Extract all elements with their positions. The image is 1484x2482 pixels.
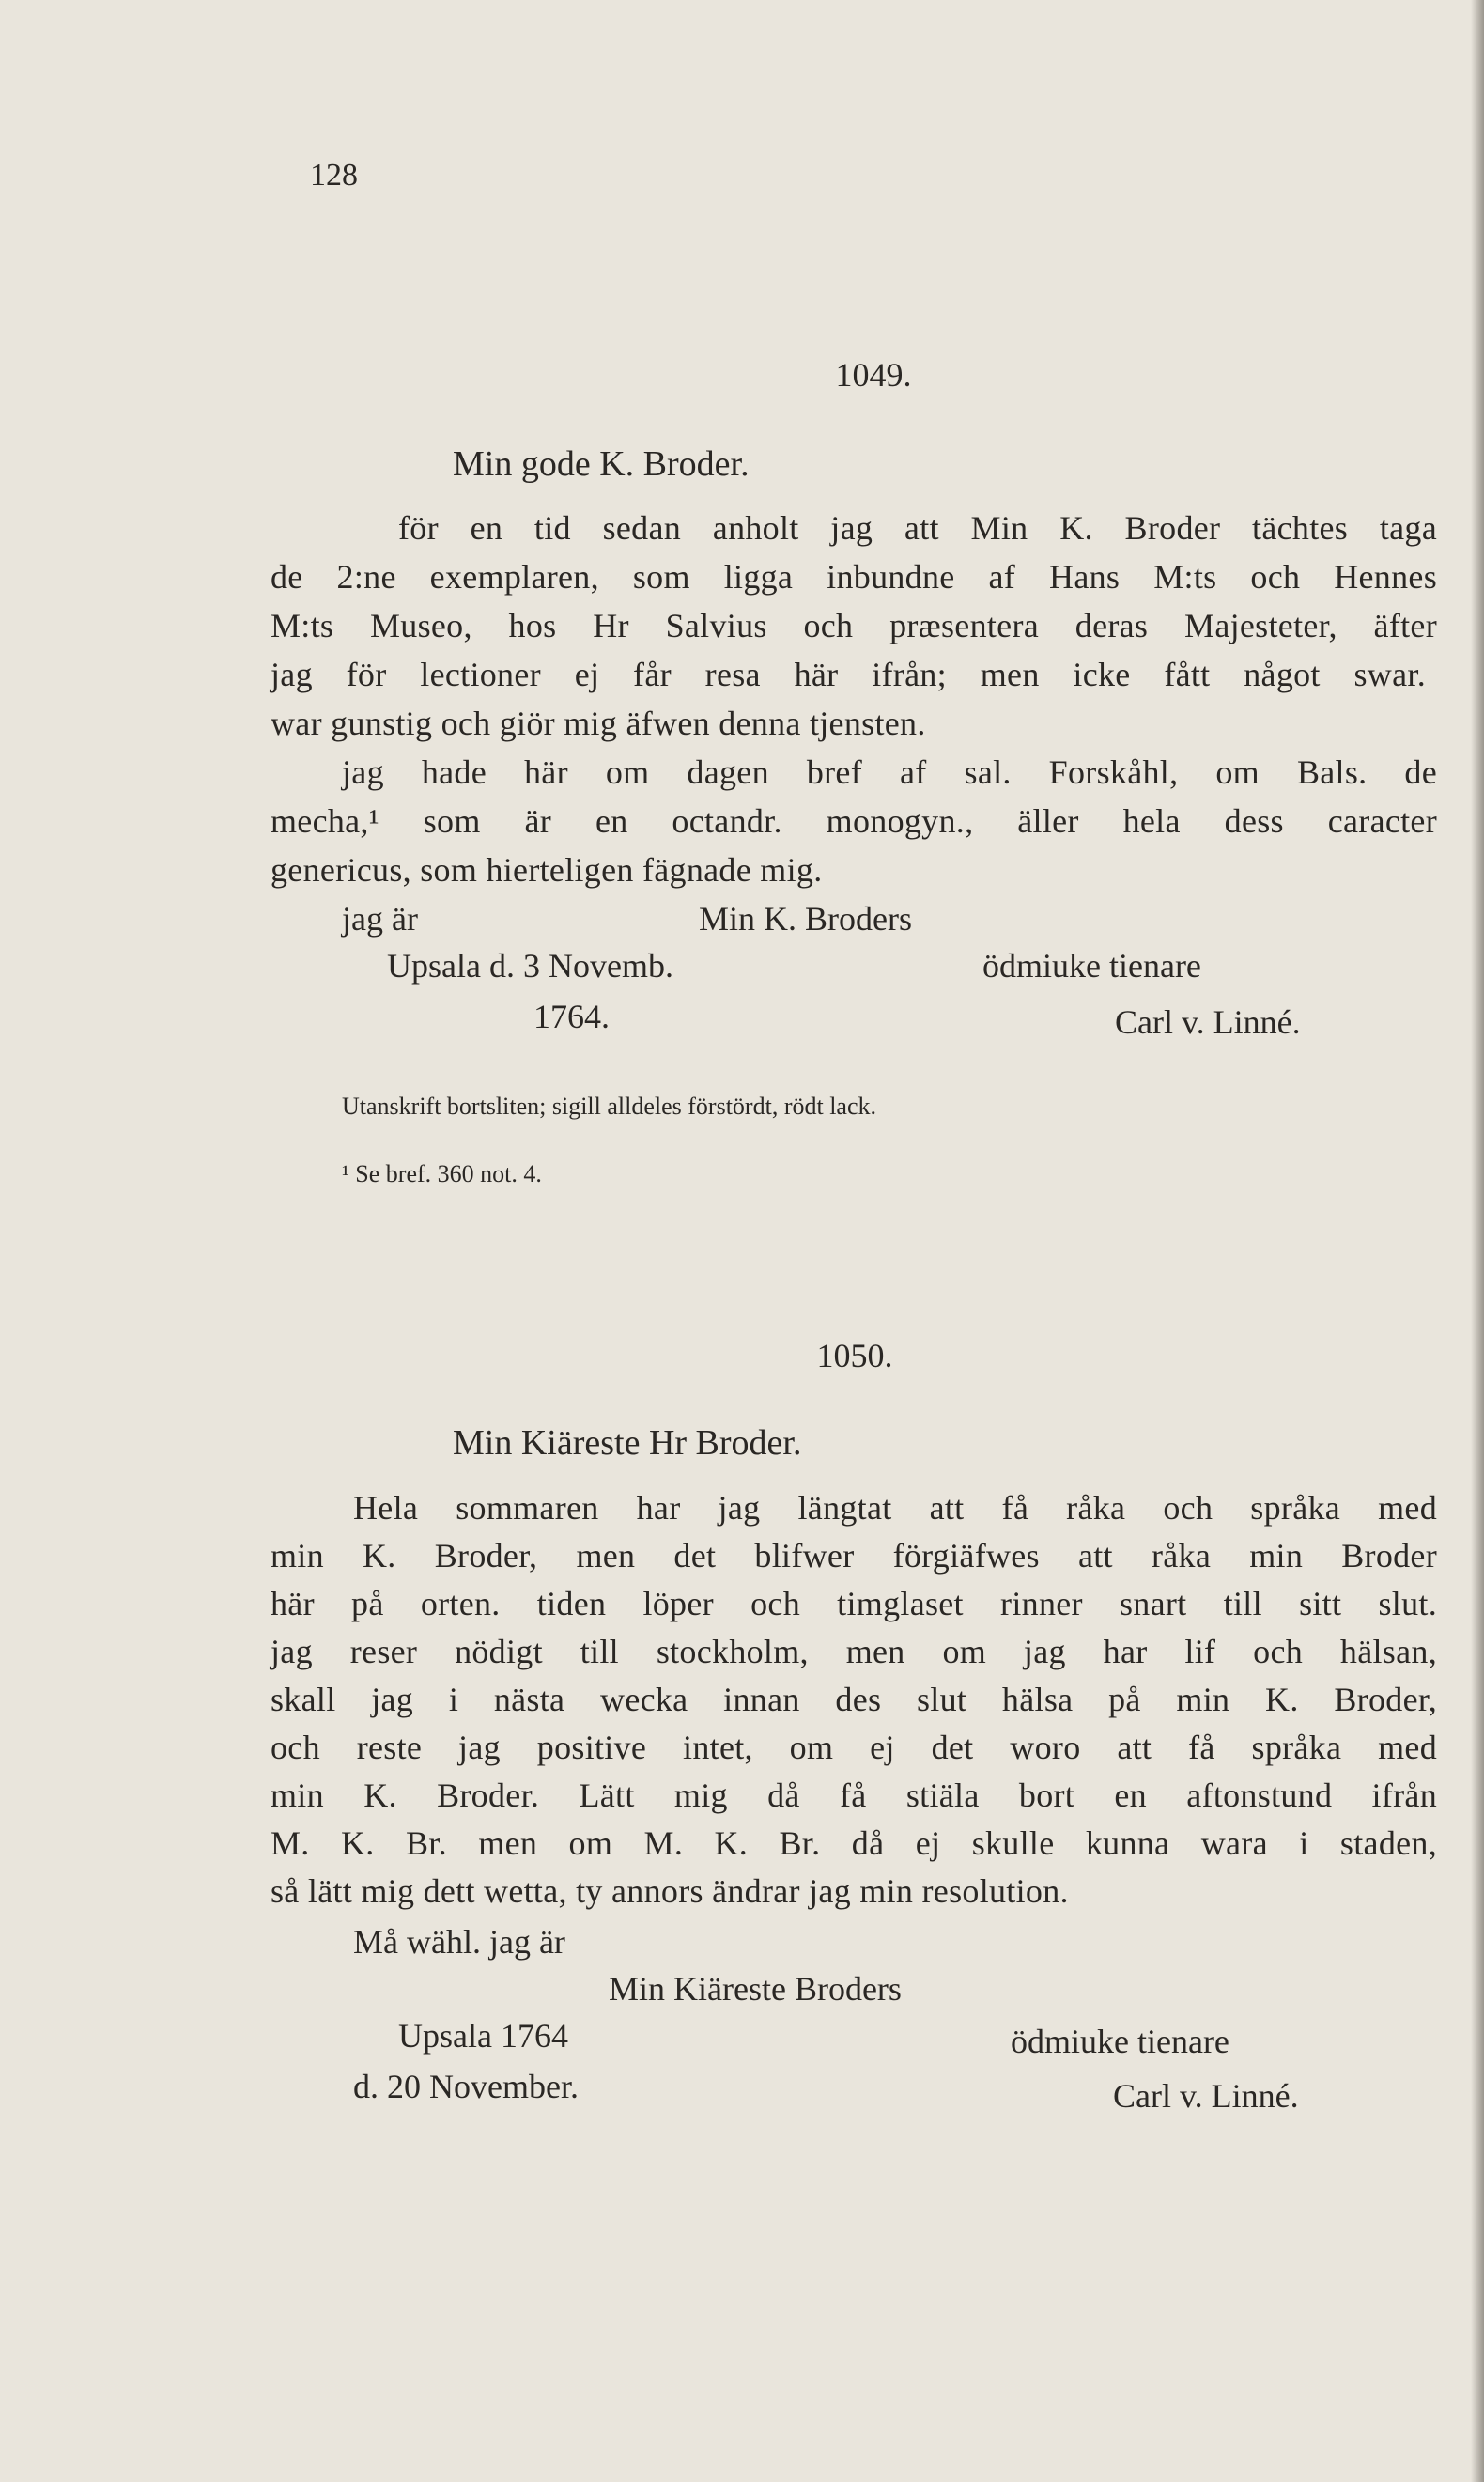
footnote-1049: ¹ Se bref. 360 not. 4. bbox=[342, 1160, 542, 1187]
body-line-1049-3: M:ts Museo, hos Hr Salvius och præsentera deras Majesteter, äfter bbox=[271, 607, 1437, 644]
closing-broders-1049: Min K. Broders bbox=[699, 900, 912, 938]
year-1049: 1764. bbox=[533, 998, 610, 1035]
humble-servant-1049: ödmiuke tienare bbox=[982, 947, 1201, 985]
envelope-note-1049: Utanskrift bortsliten; sigill alldeles förstördt, rödt lack. bbox=[342, 1093, 877, 1120]
body-line-1050-1: Hela sommaren har jag längtat att få råka och språka med bbox=[353, 1489, 1437, 1527]
salutation-1050: Min Kiäreste Hr Broder. bbox=[453, 1423, 802, 1463]
body-line-1050-2: min K. Broder, men det blifwer förgiäfwes att råka min Broder bbox=[271, 1537, 1437, 1575]
signature-1050: Carl v. Linné. bbox=[1113, 2077, 1299, 2115]
body-line-1050-6: och reste jag positive intet, om ej det woro att få språka med bbox=[271, 1729, 1437, 1766]
body-line-1050-4: jag reser nödigt till stockholm, men om jag har lif och hälsan, bbox=[271, 1633, 1437, 1670]
place-1050: Upsala 1764 bbox=[398, 2017, 568, 2055]
body-line-1050-8: M. K. Br. men om M. K. Br. då ej skulle kunna wara i staden, bbox=[271, 1824, 1437, 1862]
body-line-1049-7: mecha,¹ som är en octandr. monogyn., äller hela dess caracter bbox=[271, 802, 1437, 840]
humble-servant-1050: ödmiuke tienare bbox=[1011, 2023, 1229, 2060]
body-line-1049-8: genericus, som hierteligen fägnade mig. bbox=[271, 851, 823, 889]
body-line-1049-6: jag hade här om dagen bref af sal. Forskåhl, om Bals. de bbox=[342, 753, 1437, 791]
closing-broders-1050: Min Kiäreste Broders bbox=[609, 1970, 902, 2008]
body-line-1049-1: för en tid sedan anholt jag att Min K. Broder tächtes taga bbox=[398, 509, 1437, 547]
letter-number-1050: 1050. bbox=[816, 1337, 893, 1374]
letter-number-1049: 1049. bbox=[835, 356, 912, 394]
body-line-1049-5: war gunstig och giör mig äfwen denna tjensten. bbox=[271, 705, 926, 742]
body-line-1050-3: här på orten. tiden löper och timglaset rinner snart till sitt slut. bbox=[271, 1585, 1437, 1622]
body-line-1050-9: så lätt mig dett wetta, ty annors ändrar jag min resolution. bbox=[271, 1872, 1069, 1910]
signature-1049: Carl v. Linné. bbox=[1115, 1003, 1301, 1041]
body-line-1050-7: min K. Broder. Lätt mig då få stiäla bort en aftonstund ifrån bbox=[271, 1776, 1437, 1814]
body-line-1049-4: jag för lectioner ej får resa här ifrån; men icke fått något swar. bbox=[271, 656, 1426, 693]
page-number: 128 bbox=[310, 158, 358, 193]
body-line-1049-2: de 2:ne exemplaren, som ligga inbundne af Hans M:ts och Hennes bbox=[271, 558, 1437, 596]
farewell-1050: Må wähl. jag är bbox=[353, 1923, 565, 1961]
place-date-1049: Upsala d. 3 Novemb. bbox=[387, 947, 673, 985]
closing-jag-ar-1049: jag är bbox=[342, 900, 418, 938]
salutation-1049: Min gode K. Broder. bbox=[453, 444, 750, 484]
place-date-1050: d. 20 November. bbox=[353, 2068, 579, 2105]
page-edge-shadow bbox=[1471, 0, 1484, 2482]
body-line-1050-5: skall jag i nästa wecka innan des slut hälsa på min K. Broder, bbox=[271, 1681, 1437, 1718]
